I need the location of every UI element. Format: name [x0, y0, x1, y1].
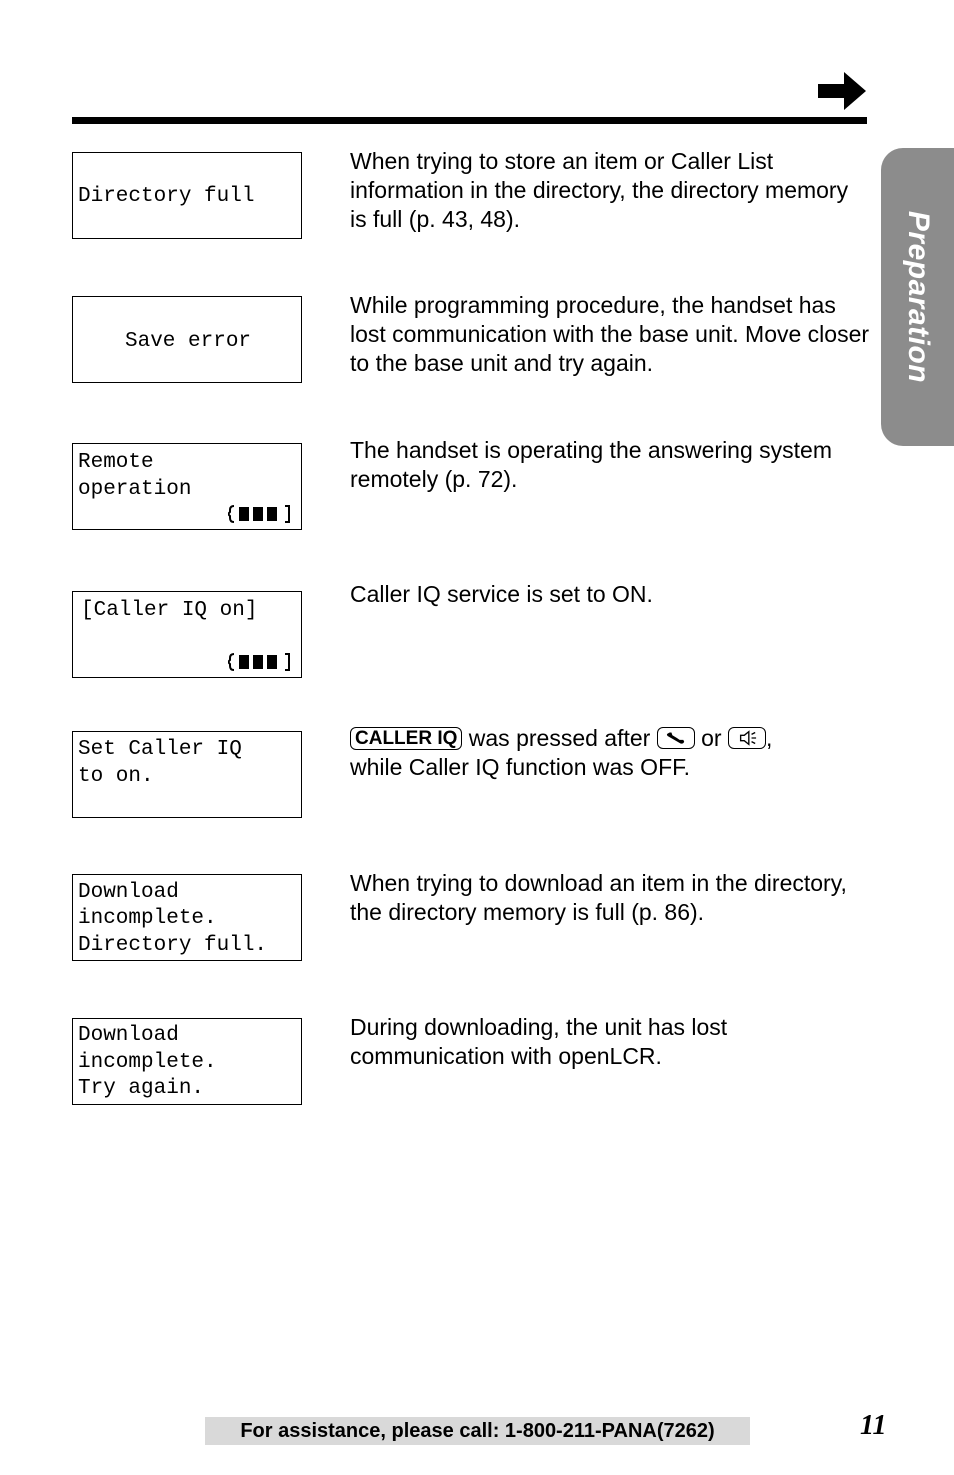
lcd-line: to on.	[78, 765, 154, 788]
description-set-caller-iq	[350, 724, 870, 782]
page-number: 11	[860, 1410, 887, 1441]
or-text: or	[701, 725, 722, 751]
lcd-line: Download	[78, 1024, 179, 1047]
lcd-display-directory-full	[72, 152, 302, 239]
description-directory-full: When trying to store an item or Caller List information in the directory, the directory memory is full (p. 43, 48).	[350, 148, 849, 232]
lcd-display-caller-iq-on	[72, 591, 302, 678]
description-text: while Caller IQ function was OFF.	[350, 754, 691, 780]
lcd-line: incomplete.	[78, 1051, 217, 1074]
lcd-display-download-directory-full	[72, 874, 302, 961]
lcd-line: incomplete.	[78, 907, 217, 930]
lcd-line: Set Caller IQ	[78, 738, 242, 761]
lcd-line: Save error	[125, 330, 252, 353]
top-rule	[72, 117, 867, 124]
lcd-line: Directory full.	[78, 934, 268, 957]
lcd-display-remote-operation	[72, 443, 302, 530]
description-text: was pressed after	[468, 725, 651, 751]
description-caller-iq-on: Caller IQ service is set to ON.	[350, 581, 653, 607]
lcd-display-set-caller-iq	[72, 731, 302, 818]
description-download-directory-full: When trying to download an item in the directory, the directory memory is full (p. 86).	[350, 870, 847, 925]
lcd-line: operation	[78, 478, 192, 501]
battery-icon	[228, 653, 292, 671]
lcd-line: Download	[78, 881, 179, 904]
section-tab-preparation	[881, 148, 954, 446]
lcd-line: [Caller IQ on]	[81, 599, 258, 622]
description-save-error: While programming procedure, the handset has lost communication with the base unit. Move closer to the base unit and try again.	[350, 292, 870, 376]
lcd-line: Try again.	[78, 1077, 205, 1100]
phone-handset-icon	[657, 727, 695, 749]
section-tab-label: Preparation	[901, 210, 935, 384]
caller-iq-key: CALLER IQ	[350, 727, 462, 750]
right-arrow-icon	[818, 72, 866, 110]
lcd-line: Remote	[78, 451, 154, 474]
lcd-display-download-try-again	[72, 1018, 302, 1105]
assistance-text: For assistance, please call: 1-800-211-PANA(7262)	[240, 1420, 715, 1442]
assistance-banner	[205, 1417, 750, 1445]
description-remote-operation: The handset is operating the answering system remotely (p. 72).	[350, 437, 832, 492]
battery-icon	[228, 505, 292, 523]
comma-text: ,	[765, 725, 773, 751]
speakerphone-icon	[728, 727, 766, 749]
lcd-display-save-error	[72, 296, 302, 383]
description-download-try-again: During downloading, the unit has lost communication with openLCR.	[350, 1014, 728, 1069]
lcd-line: Directory full	[78, 185, 255, 208]
